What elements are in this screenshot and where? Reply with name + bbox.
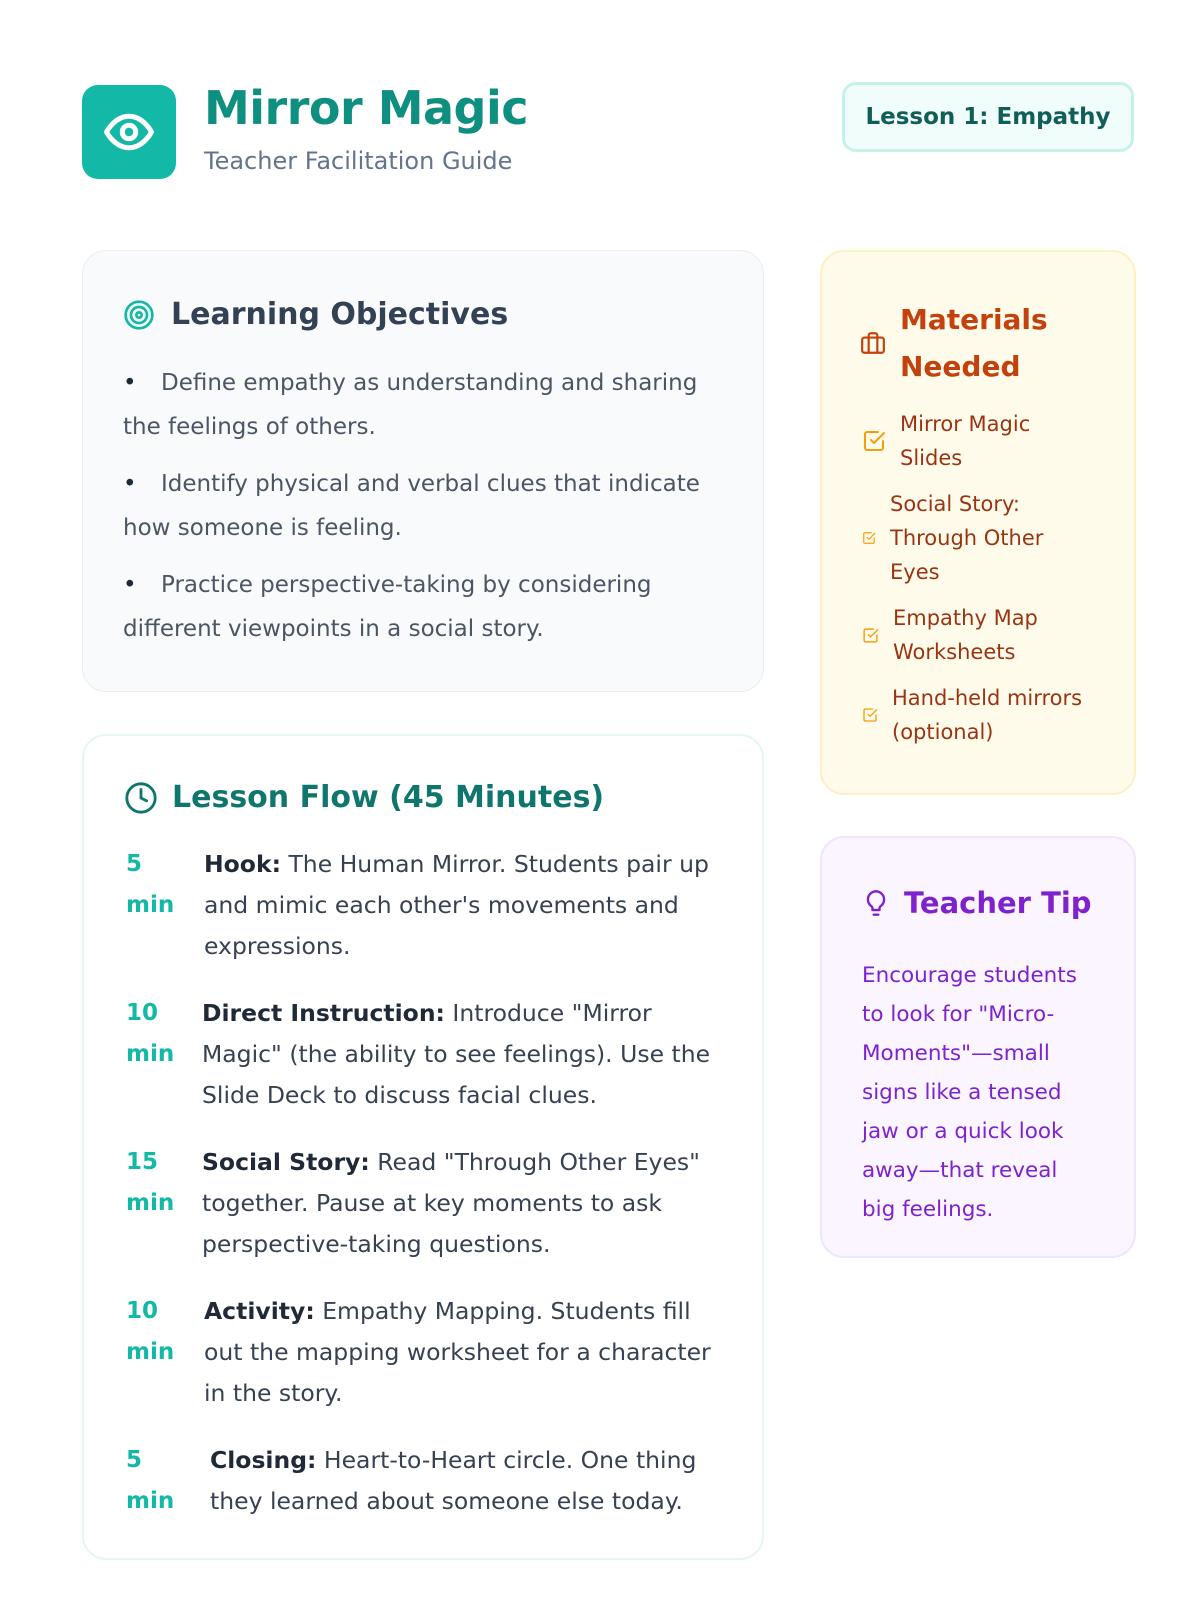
checkbox-icon (862, 429, 886, 453)
flow-step (126, 993, 726, 1116)
materials-card (820, 250, 1136, 795)
material-item (862, 487, 1112, 589)
step-description (202, 993, 726, 1116)
step-duration (126, 1142, 202, 1224)
material-text: Mirror Magic Slides (900, 412, 1031, 470)
step-text: Read "Through Other Eyes" together. Pause at key moments to ask perspective-taking questions. (202, 1148, 700, 1258)
target-icon (123, 299, 155, 331)
material-text: Empathy Map Worksheets (893, 606, 1038, 664)
step-description (210, 1440, 726, 1522)
learning-objectives-title: Learning Objectives (171, 297, 509, 332)
step-text: Introduce "Mirror Magic" (the ability to see feelings). Use the Slide Deck to discuss facial clues. (202, 999, 711, 1109)
learning-objectives-card (82, 250, 764, 692)
step-name: Hook: (204, 850, 281, 878)
duration-unit: min (126, 1488, 175, 1514)
step-duration (126, 844, 204, 926)
teacher-tip-heading (862, 886, 1092, 920)
objective-text: Define empathy as understanding and sharing the feelings of others. (123, 370, 698, 440)
step-description (202, 1142, 726, 1265)
objective-item (123, 361, 723, 449)
checkbox-icon (862, 707, 878, 723)
step-text: Empathy Mapping. Students fill out the mapping worksheet for a character in the story. (204, 1297, 711, 1407)
material-text: Social Story: Through Other Eyes (890, 492, 1044, 584)
lesson-flow-heading (124, 780, 604, 815)
bullet: • (123, 572, 137, 598)
lesson-flow-card (82, 734, 764, 1560)
flow-step (126, 844, 726, 967)
clock-icon (124, 781, 158, 815)
checkbox-icon (862, 627, 879, 644)
lesson-badge: Lesson 1: Empathy (842, 82, 1134, 152)
step-text: The Human Mirror. Students pair up and mimic each other's movements and expressions. (204, 850, 709, 960)
objectives-list (123, 361, 723, 664)
material-item (862, 601, 1112, 669)
lesson-flow-title: Lesson Flow (45 Minutes) (172, 780, 605, 815)
step-name: Activity: (204, 1297, 315, 1325)
duration-amount: 10 (126, 1000, 159, 1026)
step-duration (126, 1440, 210, 1522)
duration-unit: min (126, 892, 175, 918)
teacher-tip-card (820, 836, 1136, 1258)
page-subtitle: Teacher Facilitation Guide (204, 147, 513, 175)
duration-unit: min (126, 1041, 175, 1067)
duration-amount: 5 (126, 851, 143, 877)
material-item (862, 681, 1112, 749)
flow-step (126, 1142, 726, 1265)
step-name: Social Story: (202, 1148, 370, 1176)
objective-item (123, 563, 723, 651)
briefcase-icon (860, 330, 886, 356)
checkbox-icon (862, 531, 876, 545)
step-name: Closing: (210, 1446, 317, 1474)
teacher-tip-title: Teacher Tip (904, 886, 1092, 920)
duration-amount: 15 (126, 1149, 159, 1175)
material-text: Hand-held mirrors (optional) (892, 686, 1083, 744)
flow-step (126, 1440, 726, 1522)
step-text: Heart-to-Heart circle. One thing they learned about someone else today. (210, 1446, 697, 1515)
bullet: • (123, 471, 137, 497)
lightbulb-icon (862, 887, 890, 919)
step-description (204, 1291, 726, 1414)
materials-heading (860, 296, 1100, 390)
logo (82, 85, 176, 179)
teacher-tip-text: Encourage students to look for "Micro-Moments"—small signs like a tensed jaw or a quick look away—that reveal big feelings. (862, 963, 1077, 1222)
objective-text: Identify physical and verbal clues that indicate how someone is feeling. (123, 471, 700, 541)
step-duration (126, 1291, 204, 1373)
duration-unit: min (126, 1339, 175, 1365)
step-name: Direct Instruction: (202, 999, 445, 1027)
header (82, 81, 1134, 181)
material-item (862, 407, 1112, 475)
lesson-flow-list (126, 844, 726, 1522)
page-title: Mirror Magic (204, 81, 528, 135)
duration-amount: 10 (126, 1298, 159, 1324)
bullet: • (123, 370, 137, 396)
materials-title: Materials Needed (900, 303, 1048, 383)
step-description (204, 844, 726, 967)
eye-icon (102, 105, 156, 159)
objective-text: Practice perspective-taking by considering different viewpoints in a social story. (123, 572, 652, 642)
duration-amount: 5 (126, 1447, 143, 1473)
step-duration (126, 993, 202, 1075)
objective-item (123, 462, 723, 550)
materials-list (862, 407, 1112, 761)
learning-objectives-heading (123, 297, 508, 332)
flow-step (126, 1291, 726, 1414)
duration-unit: min (126, 1190, 175, 1216)
